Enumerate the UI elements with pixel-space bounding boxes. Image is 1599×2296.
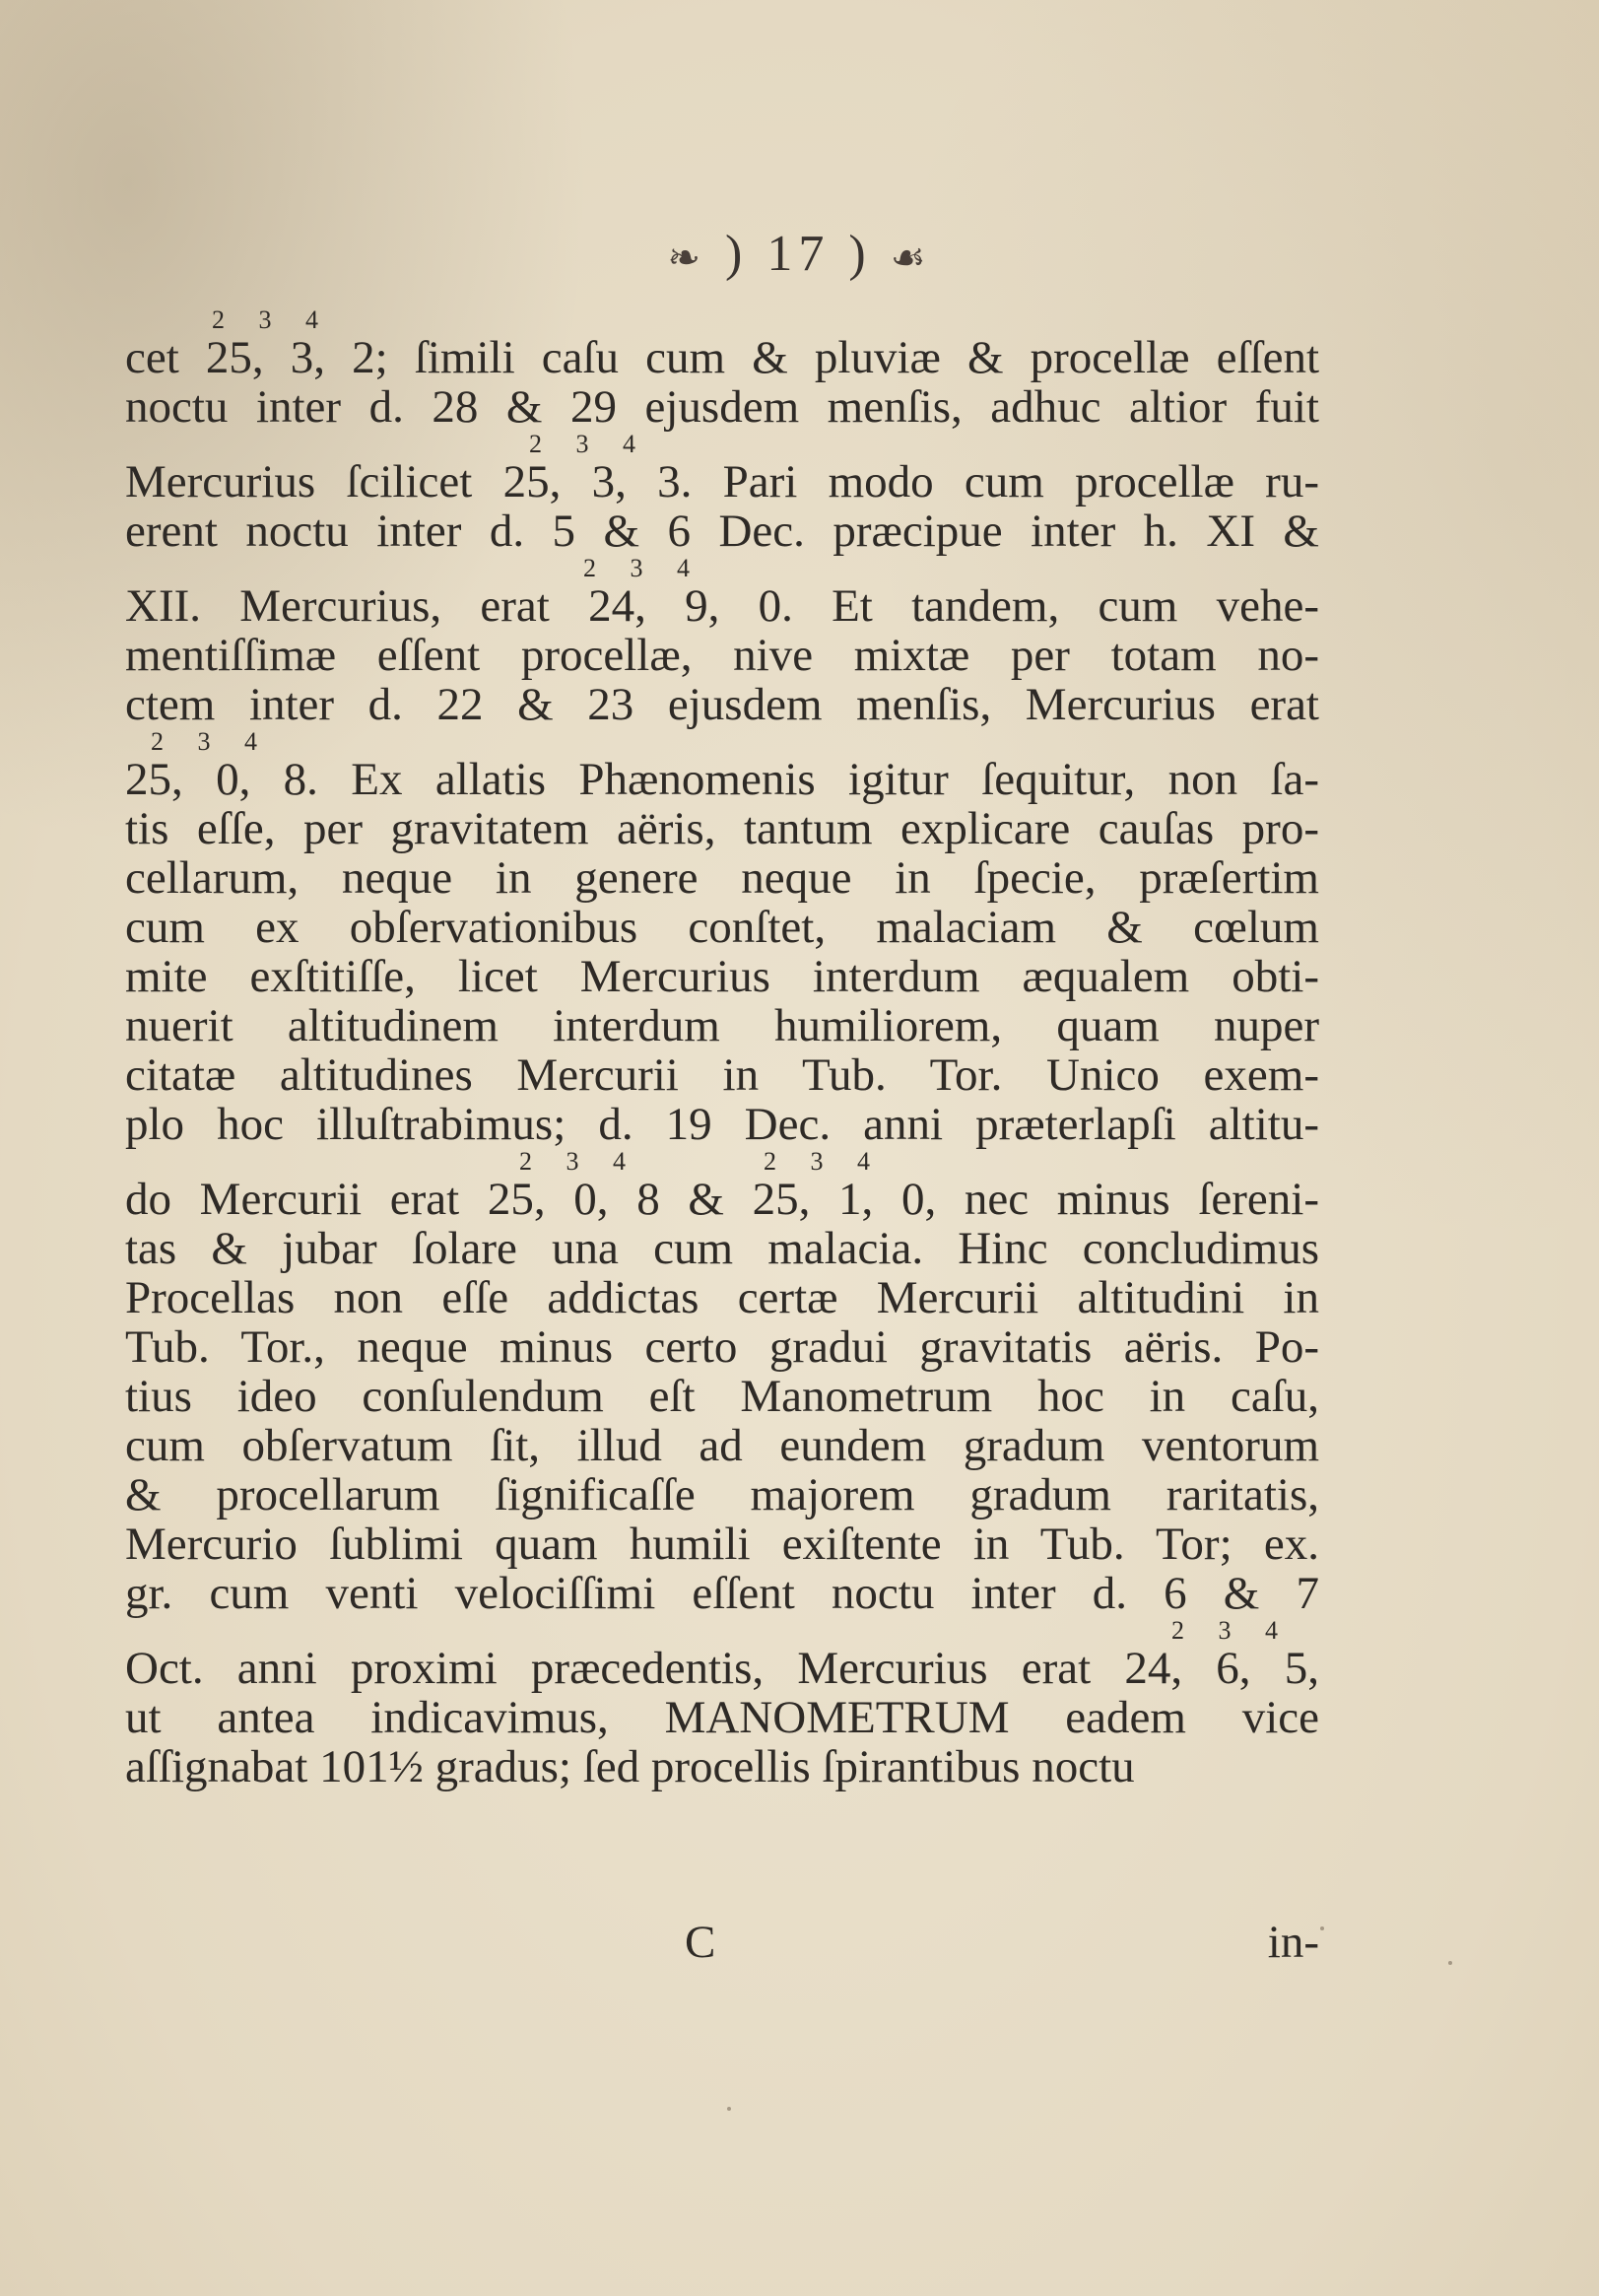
- page-footer: [125, 1916, 1319, 1970]
- text-line: gr. cum venti velociſſimi eſſent noctu inter d. 6 & 7: [125, 1568, 1319, 1619]
- text-line: tius ideo conſulendum eſt Manometrum hoc in caſu,: [125, 1371, 1319, 1422]
- text-line: cet 25, 3, 2; ſimili caſu cum & pluviæ & procellæ eſſent: [125, 332, 1319, 383]
- paper-speck: [1320, 1926, 1324, 1930]
- superscript-row: [125, 432, 1319, 457]
- superscript-digits: 2 3 4: [519, 1147, 639, 1176]
- paper-speck: [1448, 1961, 1452, 1965]
- text-line: XII. Mercurius, erat 24, 9, 0. Et tandem, cum vehe-: [125, 580, 1319, 632]
- text-line: nuerit altitudinem interdum humiliorem, quam nuper: [125, 1000, 1319, 1051]
- text-line: Tub. Tor., neque minus certo gradui gravitatis aëris. Po-: [125, 1321, 1319, 1373]
- text-line: erent noctu inter d. 5 & 6 Dec. præcipue inter h. XI &: [125, 506, 1319, 557]
- text-line: Procellas non eſſe addictas certæ Mercurii altitudini in: [125, 1272, 1319, 1323]
- text-line: noctu inter d. 28 & 29 ejusdem menſis, adhuc altior fuit: [125, 381, 1319, 433]
- text-line: cellarum, neque in genere neque in ſpecie, præſertim: [125, 852, 1319, 904]
- superscript-row: [125, 556, 1319, 581]
- text-line: ut antea indicavimus, MANOMETRUM eadem vice: [125, 1692, 1319, 1743]
- superscript-digits: 2 3 4: [212, 305, 332, 334]
- superscript-row: [125, 729, 1319, 755]
- text-line: & procellarum ſignificaſſe majorem gradum raritatis,: [125, 1469, 1319, 1520]
- text-line: Mercurius ſcilicet 25, 3, 3. Pari modo cum procellæ ru-: [125, 456, 1319, 507]
- text-line: Oct. anni proximi præcedentis, Mercurius erat 24, 6, 5,: [125, 1643, 1319, 1694]
- text-line: aſſignabat 101½ gradus; ſed procellis ſpirantibus noctu: [125, 1741, 1135, 1792]
- text-line: plo hoc illuſtrabimus; d. 19 Dec. anni præterlapſi altitu-: [125, 1099, 1319, 1150]
- text-line: cum obſervatum ſit, illud ad eundem gradum ventorum: [125, 1420, 1319, 1471]
- left-ornament-icon: ❧: [667, 236, 706, 282]
- text-line: cum ex obſervationibus conſtet, malaciam & cœlum: [125, 902, 1319, 953]
- catchword: in-: [1267, 1917, 1319, 1968]
- text-line: 25, 0, 8. Ex allatis Phænomenis igitur ſequitur, non ſa-: [125, 754, 1319, 805]
- text-line: mentiſſimæ eſſent procellæ, nive mixtæ per totam no-: [125, 630, 1319, 681]
- superscript-digits: 2 3 4: [764, 1147, 884, 1176]
- superscript-row: [125, 1618, 1319, 1644]
- text-line: tas & jubar ſolare una cum malacia. Hinc concludimus: [125, 1223, 1319, 1274]
- text-line: mite exſtitiſſe, licet Mercurius interdum æqualem obti-: [125, 951, 1319, 1002]
- superscript-row: [125, 1149, 1319, 1175]
- text-line: do Mercurii erat 25, 0, 8 & 25, 1, 0, nec minus ſereni-: [125, 1174, 1319, 1225]
- text-line: tis eſſe, per gravitatem aëris, tantum explicare cauſas pro-: [125, 803, 1319, 854]
- text-line: Mercurio ſublimi quam humili exiſtente in Tub. Tor; ex.: [125, 1519, 1319, 1570]
- superscript-digits: 2 3 4: [529, 430, 649, 458]
- signature-mark: C: [685, 1917, 716, 1968]
- paper-speck: [727, 2107, 731, 2111]
- page-number: ) 17 ): [725, 226, 872, 282]
- superscript-digits: 2 3 4: [1171, 1616, 1292, 1645]
- page-header: [0, 225, 1599, 283]
- superscript-digits: 2 3 4: [583, 554, 703, 582]
- text-line: citatæ altitudines Mercurii in Tub. Tor. Unico exem-: [125, 1049, 1319, 1101]
- superscript-row: [125, 307, 1319, 333]
- right-ornament-icon: ☙: [890, 236, 932, 282]
- text-line: ctem inter d. 22 & 23 ejusdem menſis, Mercurius erat: [125, 679, 1319, 730]
- superscript-digits: 2 3 4: [151, 727, 271, 756]
- body-text: [125, 307, 1319, 1791]
